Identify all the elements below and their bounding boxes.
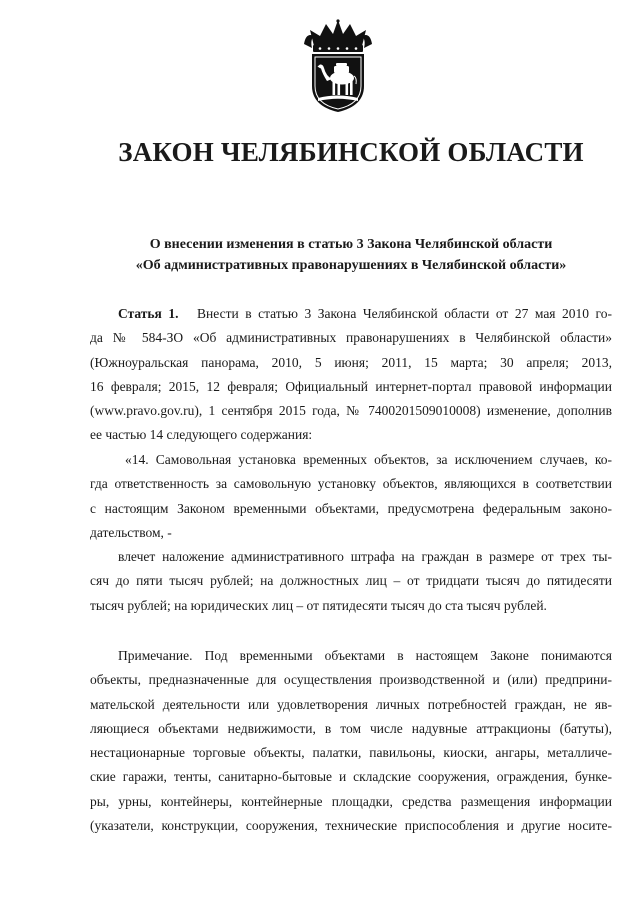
note-line: мательской деятельности или удовлетворения личных потребностей граждан, не яв-	[90, 696, 612, 712]
quote-line: дательством, -	[90, 524, 172, 540]
note-line: (указатели, конструкции, сооружения, технические приспособления и другие носите-	[90, 818, 612, 834]
sanction-line: сяч до пяти тысяч рублей; на должностных лиц – от тридцати тысяч до пятидесяти	[90, 573, 612, 589]
document-subtitle	[90, 234, 612, 276]
note-line: ляющиеся объектами недвижимости, в том числе надувные аттракционы (батуты),	[90, 720, 612, 736]
article-1-line: да № 584-ЗО «Об административных правонарушениях в Челябинской области»	[90, 330, 612, 346]
article-1-line: (www.pravo.gov.ru), 1 сентября 2015 года, № 7400201509010008) изменение, дополнив	[90, 403, 612, 419]
note-line: ские гаражи, тенты, санитарно-бытовые и складские сооружения, ограждения, бунке-	[90, 769, 612, 785]
quote-line: гда ответственность за самовольную установку объектов, являющихся в соответствии	[90, 476, 612, 492]
quote-line: с настоящим Законом временными объектами, предусмотрена федеральным законо-	[90, 500, 612, 516]
note-line: ры, урны, контейнеры, контейнерные площадки, средства размещения информации	[90, 793, 612, 809]
document-title: ЗАКОН ЧЕЛЯБИНСКОЙ ОБЛАСТИ	[118, 137, 584, 167]
document-subtitle-line: «Об административных правонарушениях в Челябинской области»	[135, 258, 567, 273]
note-line: нестационарные торговые объекты, палатки, павильоны, киоски, ангары, металличе-	[90, 745, 612, 761]
note-line: Примечание. Под временными объектами в настоящем Законе понимаются	[118, 648, 612, 663]
sanction-line: тысяч рублей; на юридических лиц – от пятидесяти тысяч до ста тысяч рублей.	[90, 597, 547, 613]
quoted-part-14	[90, 448, 612, 545]
sanction-line: влечет наложение административного штрафа на граждан в размере от трех ты-	[118, 549, 612, 564]
article-1-line	[90, 302, 612, 326]
article-1-line: ее частью 14 следующего содержания:	[90, 427, 313, 443]
note-paragraph	[90, 644, 612, 838]
article-1-paragraph	[90, 302, 612, 448]
article-1-line: 16 февраля; 2015, 12 февраля; Официальный интернет-портал правовой информации	[90, 378, 612, 394]
quote-line: «14. Самовольная установка временных объектов, за исключением случаев, ко-	[125, 452, 612, 467]
article-1-line: (Южноуральская панорама, 2010, 5 июня; 2011, 15 марта; 30 апреля; 2013,	[90, 354, 612, 370]
article-1-heading: Статья 1.	[118, 306, 179, 321]
document-subtitle-line: О внесении изменения в статью 3 Закона Челябинской области	[149, 237, 553, 252]
chelyabinsk-coat-of-arms-icon	[302, 18, 374, 114]
article-1-line-text: Внести в статью 3 Закона Челябинской области от 27 мая 2010 го-	[197, 306, 613, 321]
note-line: объекты, предназначенные для осуществления производственной и (или) предприни-	[90, 672, 612, 688]
sanction-paragraph	[90, 545, 612, 618]
